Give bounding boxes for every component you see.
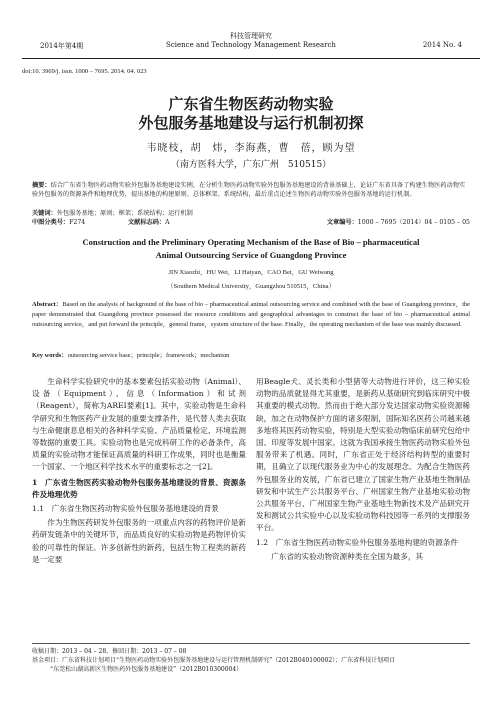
cn-keywords-label: 关键词： — [32, 210, 57, 217]
en-authors: JIN Xiaozhi，HU Wei，LI Haiyan，CAO Bei，GU Weiwang — [168, 269, 334, 276]
footnote-funding: 基金项目：广东省科技计划项目“生物医药动物实验外包服务基地建设与运行管理机制研究”（2012B040100002）；广东省科技计划项目 — [32, 657, 396, 664]
doc-code-value: A — [165, 219, 170, 226]
article-no-label: 文章编号： — [326, 219, 358, 226]
subsection-heading: 1.1 广东省生物医药动物实验外包服务基地建设的背景 — [32, 504, 219, 514]
en-abstract-label: Abstract： — [32, 301, 63, 308]
en-keywords-text: outsourcing service base；principle；framework；mechanism — [67, 352, 230, 359]
journal-title-cn: 科技管理研究 — [230, 32, 272, 40]
footnote-funding-cont: “东莞松山湖高新区生物医药外包服务基地建设”（2012B010300004） — [50, 666, 243, 673]
en-title-line2: Animal Outsourcing Service of Guangdong Province — [155, 250, 347, 260]
running-header — [22, 32, 480, 59]
cn-keywords-text: 外包服务基地；原则；框架；系统结构；运行机制 — [56, 210, 193, 217]
section-heading: 1 广东省生物医药实验动物外包服务基地建设的背景、资源条件及地理优势 — [32, 477, 246, 499]
en-keywords — [32, 350, 470, 359]
cls-value: F274 — [69, 219, 86, 226]
body-paragraph: 用Beagle犬、灵长类和小型猪等大动物进行评价，这三种实验动物的品质就显得尤其重要，是新药从基础研究到临床研究中极其重要的模式动物。然而由于绝大部分发达国家动物实验资源稀缺，加之在动物保护方面的诸多限制，国际知名医药公司越来越多地将其医药动物实验，特别是大型实验动物临床前研究包给中国、印度等发展中国家。这就为我国承接生物医药动物实验外包服务带来了机遇。同时，广东省正处于经济结构转型的重要时期，且确立了以现代服务业为中心的发展理念。为配合生物医药外包服务业的发展，广东省已建立了国家生物产业基地生物制品研发和中试生产公共服务平台、广州国家生物产业基地实验动物公共服务平台、广州国家生物产业基地生物新技术及产品研究开发和测试公共实验中心以及实验动物科技园等一系列的支撑服务平台。 — [256, 377, 470, 533]
body-paragraph: 作为生物医药研发外包服务的一项重点内容的药物评价是新药研发链条中的关键环节，而品质良好的实验动物是药物评价实验的可靠性的保证。许多创新性的新药，包括生物工程类的新药是一定要 — [32, 518, 246, 564]
article-no-value: 1000 – 7695（2014）04 – 0105 – 05 — [357, 219, 470, 226]
footnote — [32, 643, 470, 674]
issue-label-en: 2014 No. 4 — [422, 41, 462, 49]
cn-abstract-text: 结合广东省生物医药动物实验外包服务基地建设实例，在分析生物医药动物实验外包服务基地建设的背景基础上，论证广东省具备了构建生物医药动物实验外包服务的资源条件和地理优势，提出基地的构建原则、总体框架、系统结构，最后重点论述生物医药动物实验外包服务基地的运行机制。 — [32, 182, 466, 198]
body-column-left — [32, 376, 246, 566]
issue-label: 2014年第4期 — [40, 42, 84, 50]
body-paragraph: 广东省的实验动物资源种类在全国为最多，其 — [271, 551, 424, 561]
affiliation: （南方医科大学，广东广州 510515） — [170, 160, 332, 170]
en-affiliation: （Southern Medical University，Guangzhou 510515，China） — [166, 283, 336, 290]
en-keywords-label: Key words： — [32, 352, 68, 359]
journal-title — [22, 32, 480, 50]
en-abstract-text: Based on the analysis of background of the base of bio – pharmaceutical animal outsourcing service and combined with the base of Guangdong province，the paper demonstrated that Guangdong province possessed the resource conditions and geographical advantages to construct the base of bio – pharmaceutical animal outsourcing service，and put forward the principle，general frame，system structure of the base. Finally，the operating mechanism of the base was mainly discussed. — [32, 301, 471, 328]
cn-abstract — [32, 181, 470, 199]
subsection-heading: 1.2 广东省生物医药动物实验外包服务基地构建的资源条件 — [256, 537, 458, 547]
footnote-dates: 收稿日期：2013 – 04 – 28，修回日期：2013 – 07 – 08 — [32, 648, 187, 655]
body-paragraph: 生命科学实验研究中的基本要素包括实验动物（Animal）、设备（Equipment）、信息（Information）和试剂（Reagent），简称为AREI要素[1]。其中，实验动物是生命科学研究和生物医药产业发展的重要支撑条件，是代替人类去获取与生命健康息息相关的各种科学实验、产品质量检定、环境监测等数据的重要工具。实验动物也是完成科研工作的必备条件，高质量的实验动物才能保证高质量的科研工作成果，同时也是衡量一个国家、一个地区科学技术水平的重要标志之一[2]。 — [32, 377, 246, 472]
authors: 韦晓枝，胡 炜，李海燕，曹 蓓，顾为望 — [146, 143, 356, 154]
doc-code-label: 文献标志码： — [128, 219, 166, 226]
cn-keywords — [32, 209, 470, 218]
cn-abstract-label: 摘要： — [32, 182, 51, 189]
en-title-line1: Construction and the Preliminary Operating Mechanism of the Base of Bio – pharmaceutical — [82, 237, 420, 247]
journal-title-en: Science and Technology Management Research — [166, 41, 336, 49]
en-abstract — [32, 300, 470, 330]
body-column-right — [256, 376, 470, 563]
article-title-line2: 外包服务基地建设与运行机制初探 — [138, 114, 364, 132]
doi: doi:10. 3969/j. issn. 1000 – 7695. 2014. 04. 023 — [22, 68, 147, 75]
classification-row — [32, 218, 470, 227]
article-title-line1: 广东省生物医药动物实验 — [168, 95, 334, 113]
cls-label: 中图分类号： — [32, 219, 70, 226]
